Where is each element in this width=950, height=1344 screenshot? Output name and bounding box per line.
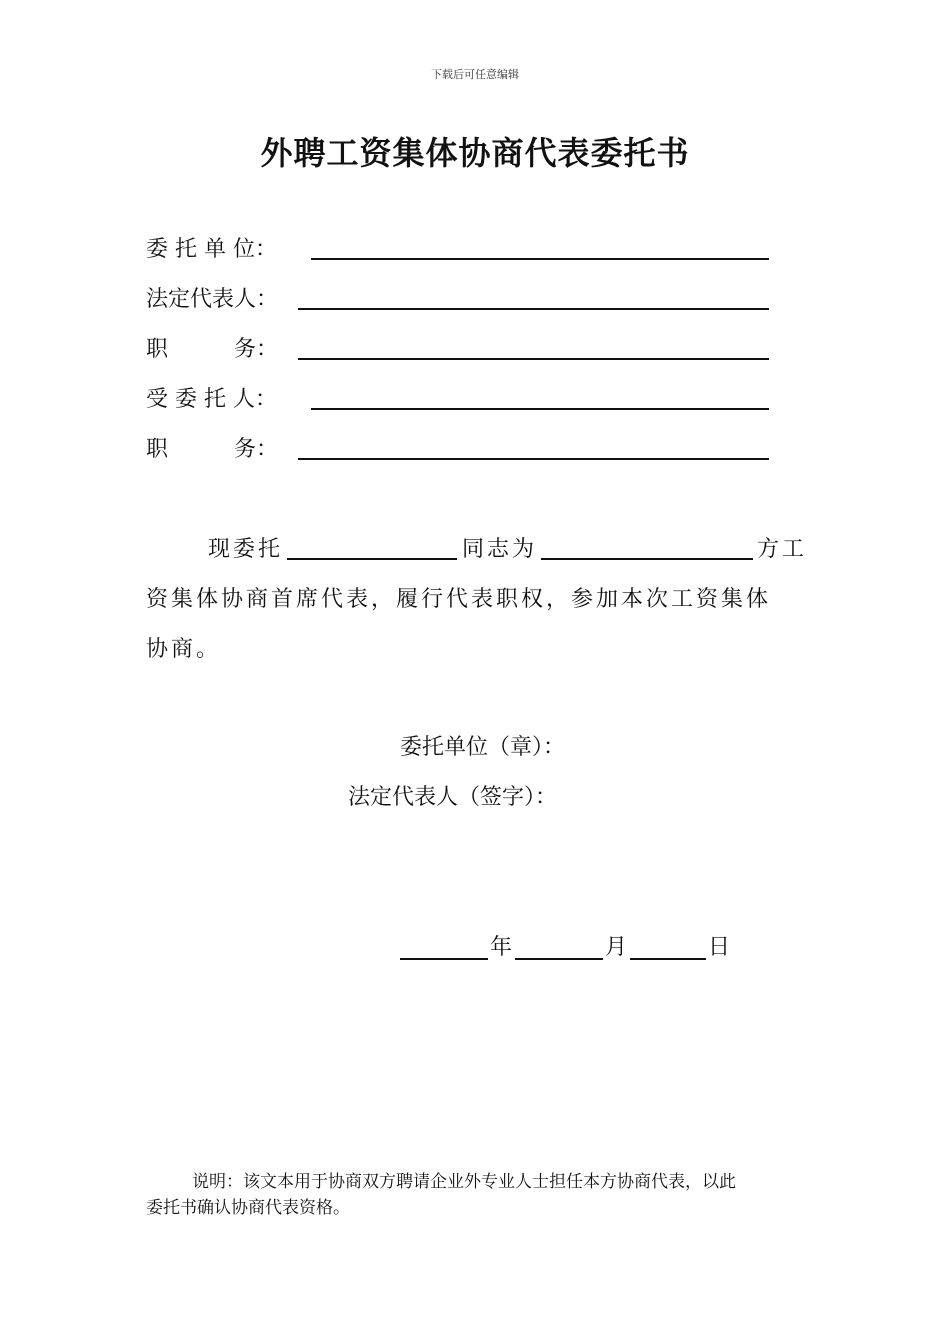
blank-year[interactable] (400, 958, 488, 960)
paragraph-entrust-text: 现委托 (208, 537, 284, 562)
blank-delegate-name[interactable] (287, 558, 457, 560)
page-title: 外聘工资集体协商代表委托书 (260, 134, 690, 172)
paragraph-comrade-text: 同志为 (462, 537, 538, 562)
date-month-label: 月 (605, 935, 628, 960)
field-line-position-1[interactable] (298, 358, 769, 360)
header-note: 下载后可任意编辑 (431, 68, 519, 81)
blank-party-name[interactable] (541, 558, 753, 560)
paragraph-line-2: 资集体协商首席代表，履行代表职权，参加本次工资集体 (146, 587, 772, 612)
blank-day[interactable] (630, 958, 706, 960)
legal-rep-signature-label: 法定代表人（签字）： (348, 785, 558, 810)
field-line-position-2[interactable] (298, 458, 769, 460)
field-label-entrustee: 受 委 托 人： (146, 387, 277, 412)
field-line-entrusting-unit[interactable] (311, 258, 769, 260)
date-year-label: 年 (490, 935, 513, 960)
paragraph-line-3: 协商。 (146, 637, 222, 662)
field-line-legal-representative[interactable] (298, 308, 769, 310)
blank-month[interactable] (515, 958, 603, 960)
field-label-position-1: 职 务： (146, 337, 279, 362)
field-label-legal-representative: 法定代表人： (146, 287, 279, 312)
field-line-entrustee[interactable] (311, 408, 769, 410)
paragraph-party-text: 方工 (757, 537, 808, 562)
field-label-position-2: 职 务： (146, 437, 279, 462)
note-line-1: 说明：该文本用于协商双方聘请企业外专业人士担任本方协商代表，以此 (192, 1172, 736, 1192)
note-line-2: 委托书确认协商代表资格。 (146, 1198, 350, 1218)
date-day-label: 日 (708, 935, 731, 960)
unit-seal-label: 委托单位（章）： (400, 735, 566, 760)
field-label-entrusting-unit: 委 托 单 位： (146, 237, 277, 262)
